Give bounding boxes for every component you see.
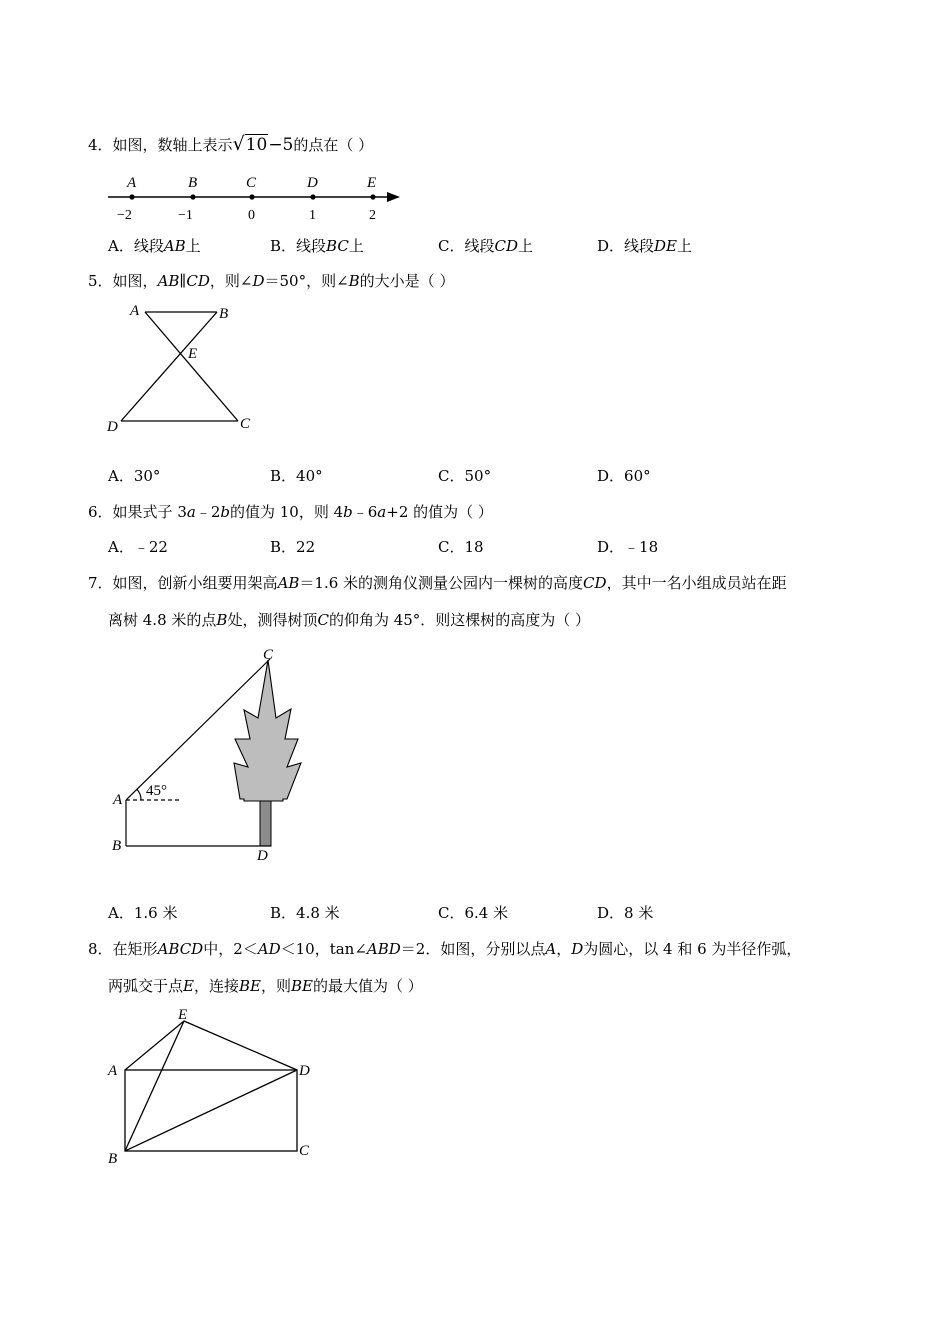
tick-label: −2 xyxy=(117,208,132,223)
tree-crown xyxy=(234,660,301,801)
point-label: A xyxy=(127,175,137,191)
option-a[interactable]: A．1.6 米 xyxy=(108,904,178,922)
label-e: E xyxy=(178,1007,188,1023)
question-text: 的点在（ ） xyxy=(293,136,374,154)
point-label: E xyxy=(367,175,377,191)
option-d[interactable]: D．8 米 xyxy=(597,904,654,922)
option-c[interactable]: C．线段CD上 xyxy=(438,237,534,255)
label-d: D xyxy=(107,419,118,435)
option-b[interactable]: B．40° xyxy=(270,467,323,485)
tick-label: 1 xyxy=(309,208,316,223)
segment-be xyxy=(125,1021,184,1151)
label-e: E xyxy=(188,346,198,362)
point-dot xyxy=(249,194,254,199)
parallel-lines-figure xyxy=(100,295,270,440)
option-b[interactable]: B．4.8 米 xyxy=(270,904,340,922)
tree-height-figure xyxy=(100,640,310,870)
angle-arc xyxy=(137,790,141,801)
tick-label: −1 xyxy=(178,208,193,223)
option-b[interactable]: B．线段BC上 xyxy=(270,237,364,255)
tick-label: 2 xyxy=(369,208,376,223)
label-c: C xyxy=(299,1143,310,1159)
label-c: C xyxy=(240,416,251,432)
label-a: A xyxy=(108,1063,118,1079)
radicand: 10 xyxy=(245,135,268,155)
question-6: 6．如果式子 3a﹣2b的值为 10，则 4b﹣6a+2 的值为（ ） xyxy=(88,503,493,521)
segment-bd xyxy=(121,312,217,421)
radical-sign: √ xyxy=(232,133,245,155)
option-c[interactable]: C．18 xyxy=(438,538,484,556)
point-label: C xyxy=(246,175,257,191)
axis-arrow xyxy=(387,192,400,202)
option-a[interactable]: A．线段AB上 xyxy=(108,237,201,255)
option-d[interactable]: D．线段DE上 xyxy=(597,237,693,255)
angle-label: 45° xyxy=(146,783,167,799)
option-d[interactable]: D．﹣18 xyxy=(597,538,659,556)
tick-label: 0 xyxy=(248,208,255,223)
number-line-figure xyxy=(100,170,410,225)
sqrt-expression xyxy=(233,134,269,155)
question-4 xyxy=(88,134,373,155)
label-d: D xyxy=(299,1063,310,1079)
segment-de xyxy=(184,1021,297,1070)
label-b: B xyxy=(108,1151,118,1167)
point-dot xyxy=(190,194,195,199)
option-a[interactable]: A．﹣22 xyxy=(108,538,168,556)
option-c[interactable]: C．6.4 米 xyxy=(438,904,509,922)
question-text: 如图，数轴上表示 xyxy=(112,136,233,154)
label-d: D xyxy=(257,848,268,864)
option-c[interactable]: C．50° xyxy=(438,467,492,485)
option-b[interactable]: B．22 xyxy=(270,538,316,556)
diagonal-bd xyxy=(125,1070,297,1151)
rectangle-figure xyxy=(100,1000,330,1175)
label-b: B xyxy=(112,838,122,854)
label-c: C xyxy=(263,647,274,663)
question-number: 4． xyxy=(88,136,113,154)
option-a[interactable]: A．30° xyxy=(108,467,161,485)
question-8-line-2: 两弧交于点E，连接BE，则BE的最大值为（ ） xyxy=(108,977,423,995)
question-8-line-1: 8．在矩形ABCD中，2＜AD＜10，tan∠ABD＝2．如图，分别以点A，D为圆心，以 4 和 6 为半径作弧， xyxy=(88,940,802,958)
point-dot xyxy=(129,194,134,199)
label-b: B xyxy=(219,306,229,322)
question-7-line-2: 离树 4.8 米的点B处，测得树顶C的仰角为 45°．则这棵树的高度为（ ） xyxy=(108,611,591,629)
point-dot xyxy=(370,194,375,199)
question-5: 5．如图，AB∥CD，则∠D＝50°，则∠B的大小是（ ） xyxy=(88,272,455,290)
tree-trunk xyxy=(260,801,271,846)
option-d[interactable]: D．60° xyxy=(597,467,651,485)
point-dot xyxy=(310,194,315,199)
label-a: A xyxy=(113,792,123,808)
point-label: D xyxy=(307,175,318,191)
point-label: B xyxy=(188,175,198,191)
segment-ae xyxy=(125,1021,184,1070)
segment-ac xyxy=(145,312,238,421)
question-7-line-1: 7．如图，创新小组要用架高AB＝1.6 米的测角仪测量公园内一棵树的高度CD，其中一名小组成员站在距 xyxy=(88,574,787,592)
label-a: A xyxy=(130,303,140,319)
minus-five: −5 xyxy=(268,135,294,155)
